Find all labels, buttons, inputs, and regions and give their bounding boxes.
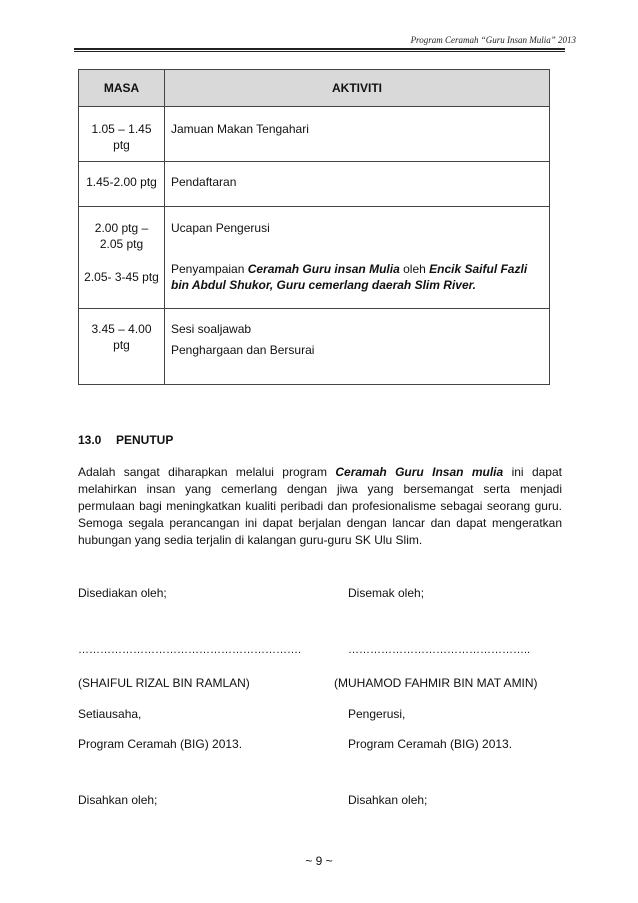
activity-text: Penyampaian bbox=[171, 262, 248, 276]
time-cell bbox=[79, 207, 165, 309]
time-cell: 1.45-2.00 ptg bbox=[79, 162, 165, 207]
paragraph-text: Adalah sangat diharapkan melalui program bbox=[78, 465, 336, 479]
signatory-name-right: (MUHAMOD FAHMIR BIN MAT AMIN) bbox=[334, 676, 538, 690]
schedule-table bbox=[78, 69, 550, 385]
section-number: 13.0 bbox=[78, 433, 102, 447]
approved-by-label-right: Disahkan oleh; bbox=[348, 793, 428, 807]
activity-text: oleh bbox=[399, 262, 430, 276]
section-title: PENUTUP bbox=[116, 433, 174, 447]
signatory-program-left: Program Ceramah (BIG) 2013. bbox=[78, 737, 243, 751]
activity-item: Penghargaan dan Bersurai bbox=[171, 343, 315, 357]
header-rule-thin bbox=[74, 51, 565, 52]
closing-paragraph bbox=[78, 464, 562, 549]
signatory-name-left: (SHAIFUL RIZAL BIN RAMLAN) bbox=[78, 676, 250, 690]
table-row bbox=[79, 162, 550, 207]
schedule-header-row bbox=[79, 70, 550, 107]
activity-emphasis: Ceramah Guru insan Mulia bbox=[247, 262, 400, 276]
activity-cell bbox=[165, 309, 550, 385]
activity-cell: Pendaftaran bbox=[165, 162, 550, 207]
header-rule-thick bbox=[74, 48, 565, 50]
time-slot: 2.00 ptg – 2.05 ptg bbox=[94, 221, 149, 251]
activity-item: Sesi soaljawab bbox=[171, 322, 252, 336]
table-row bbox=[79, 309, 550, 385]
signature-line-right: ………………………………………….. bbox=[348, 644, 531, 656]
activity-emphasis: Encik Saiful Fazli bin Abdul Shukor, Guru cemerlang daerah Slim River. bbox=[171, 262, 528, 292]
activity-item: Ucapan Pengerusi bbox=[171, 221, 270, 235]
activity-item bbox=[171, 261, 543, 293]
column-header-activity: AKTIVITI bbox=[165, 70, 550, 107]
signature-line-left: ……………………………………………………. bbox=[78, 644, 302, 656]
activity-cell: Jamuan Makan Tengahari bbox=[165, 107, 550, 162]
paragraph-emphasis: Ceramah Guru Insan mulia bbox=[335, 465, 504, 479]
signatory-role-right: Pengerusi, bbox=[348, 707, 406, 721]
activity-cell bbox=[165, 207, 550, 309]
table-row bbox=[79, 107, 550, 162]
running-header: Program Ceramah “Guru Insan Mulia” 2013 bbox=[410, 35, 576, 45]
time-slot: 2.05- 3-45 ptg bbox=[84, 270, 159, 284]
paragraph-text: ini dapat melahirkan insan yang cemerlang dengan jiwa yang bersemangat serta menjadi permulaan bagi meningkatkan kualiti peribadi dan profesionalisme sebagai seorang guru. Semoga segala perancangan ini dapat berjalan dengan lancar dan dapat mengeratkan hubungan yang sedia terjalin di kalangan guru-guru SK Ulu Slim. bbox=[78, 465, 562, 547]
approved-by-label-left: Disahkan oleh; bbox=[78, 793, 158, 807]
section-heading bbox=[78, 433, 173, 447]
prepared-by-label: Disediakan oleh; bbox=[78, 586, 167, 600]
column-header-time: MASA bbox=[79, 70, 165, 107]
page-number: ~ 9 ~ bbox=[305, 854, 333, 868]
signatory-role-left: Setiausaha, bbox=[78, 707, 142, 721]
signatory-program-right: Program Ceramah (BIG) 2013. bbox=[348, 737, 513, 751]
reviewed-by-label: Disemak oleh; bbox=[348, 586, 425, 600]
table-row bbox=[79, 207, 550, 309]
time-cell: 3.45 – 4.00 ptg bbox=[79, 309, 165, 385]
time-cell: 1.05 – 1.45 ptg bbox=[79, 107, 165, 162]
